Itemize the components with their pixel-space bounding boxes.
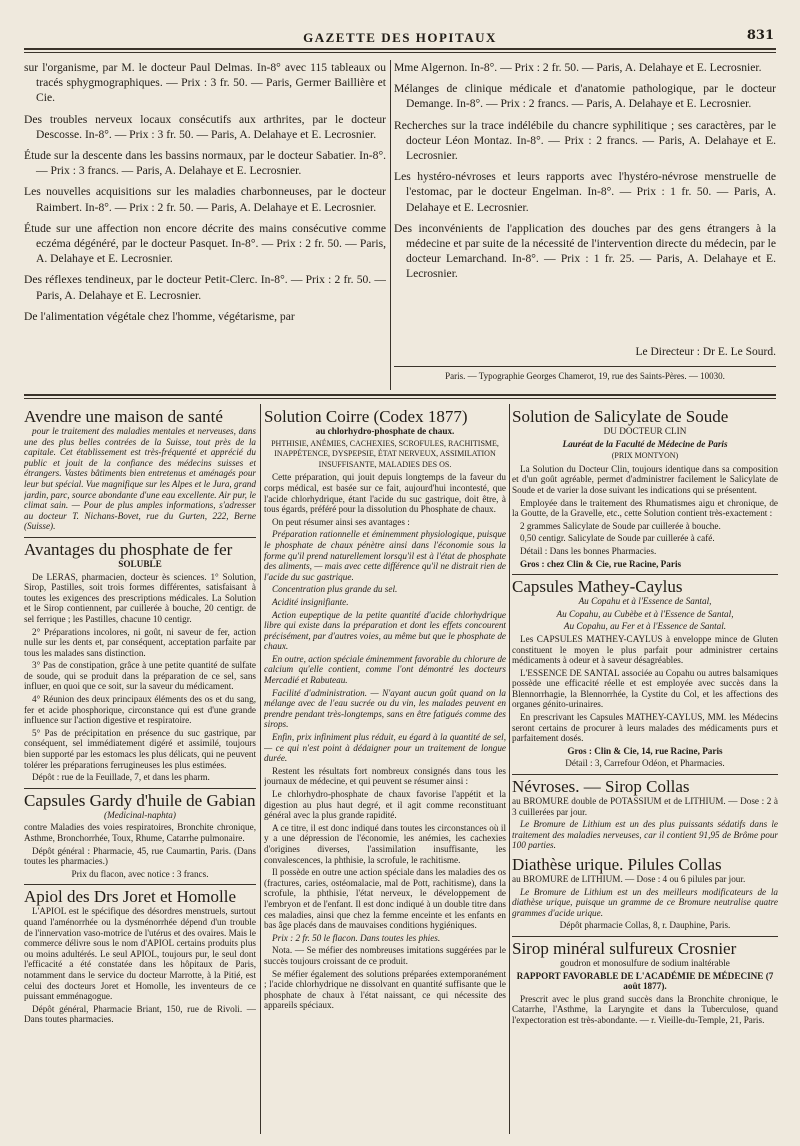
ad-paragraph: Les CAPSULES MATHEY-CAYLUS à enveloppe mince de Gluten constituent le moyen le plus parfait pour administrer certains médicaments à odeur et à saveur désagréables. (512, 633, 778, 666)
ad-heading: Capsules Gardy d'huile de Gabian (24, 790, 256, 810)
ad-heading: Névroses. — Sirop Collas (512, 777, 690, 797)
bib-entry: Étude sur la descente dans les bassins normaux, par le docteur Sabatier. In-8°. — Prix : 3 francs. — Paris, A. Delahaye et E. Lecrosnier. (24, 149, 386, 178)
ad-paragraph: Dépôt : rue de la Feuillade, 7, et dans les pharm. (32, 772, 210, 783)
ad-paragraph: Facilité d'administration. — N'ayant aucun goût quand on la mélange avec de l'eau sucrée ou du vin, les malades peuvent en prendre pendant très-longtemps, sans en être fatigués comme des sirops. (264, 687, 506, 730)
ad-paragraph: Détail : 3, Carrefour Odéon, et Pharmacies. (565, 758, 725, 769)
bib-entry: Mme Algernon. In-8°. — Prix : 2 fr. 50. — Paris, A. Delahaye et E. Lecrosnier. (394, 61, 762, 74)
ads-column-2 (264, 408, 506, 1134)
bib-entry: Les nouvelles acquisitions sur les maladies charbonneuses, par le docteur Raimbert. In-8°. — Prix : 2 fr. 50. — Paris, A. Delahaye et E. Lecrosnier. (24, 185, 386, 214)
ad-paragraph: Action eupeptique de la petite quantité d'acide chlorhydrique libre qui existe dans la préparation et dont les effets concourent précisément, par d'autres voies, au même but que le phosphate de chaux. (264, 609, 506, 652)
ad-subheading: au chlorhydro-phosphate de chaux. (315, 426, 455, 436)
ads-column-divider (260, 404, 261, 1134)
printer-rule (394, 366, 776, 367)
page-number: 831 (746, 28, 774, 43)
ad-paragraph: Le chlorhydro-phosphate de chaux favorise l'appétit et la digestion au plus haut degré, et il agit comme reconstituant général avec la plus grande rapidité. (264, 789, 506, 821)
page-header-title: GAZETTE DES HOPITAUX (303, 30, 497, 45)
ad-paragraph: 2° Préparations incolores, ni goût, ni saveur de fer, action nulle sur les dents et, par conséquent, acceptation parfaite par tous les malades sans distinction. (24, 626, 256, 658)
ad-paragraph: Concentration plus grande du sel. (272, 584, 398, 595)
ad-paragraph: Employée dans le traitement des Rhumatismes aigu et chronique, de la Goutte, de la Gravelle, etc., cette Solution contient très-exactement : (512, 497, 778, 519)
ad-paragraph: Dépôt pharmacie Collas, 8, r. Dauphine, Paris. (559, 920, 731, 931)
ad-paragraph: Gros : chez Clin & Cie, rue Racine, Paris (520, 558, 682, 569)
ad-paragraph: Restent les résultats fort nombreux consignés dans tous les journaux de médecine, et qui peuvent se résumer ainsi : (264, 765, 506, 787)
bib-entry: De l'alimentation végétale chez l'homme, végétarisme, par (24, 309, 295, 323)
ad-paragraph: Le Bromure de Lithium est un des meilleurs modificateurs de la diathèse urique, puisque un gramme de ce Bromure neutralise quatre grammes d'acide urique. (512, 886, 778, 918)
ad-apiol (24, 888, 256, 1025)
ad-phosphate (24, 541, 256, 783)
ad-salicylate (512, 408, 778, 569)
ad-solution-coirre (264, 408, 506, 1011)
ad-paragraph: 3° Pas de constipation, grâce à une petite quantité de sulfate de soude, qui se produit dans la préparation de ce sel, sans influer, en quoi que ce soit, sur la saveur du médicament. (24, 660, 256, 692)
ad-paragraph: goudron et monosulfure de sodium inaltérable (560, 957, 730, 968)
bib-entry: Des troubles nerveux locaux consécutifs aux arthrites, par le docteur Descosse. In-8°. — Prix : 3 fr. 50. — Paris, A. Delahaye et E. Lecrosnier. (24, 112, 386, 141)
column-divider-top (390, 60, 391, 390)
ad-paragraph: En outre, action spéciale éminemment favorable du chlorure de calcium qu'elle contient, comme l'ont démontré les docteurs Mercadié et Rabuteau. (264, 653, 506, 686)
header-rule-thin (24, 52, 776, 53)
ad-subheading: (Medicinal-naphta) (104, 809, 176, 820)
ad-paragraph: De LERAS, pharmacien, docteur ès sciences. 1° Solution, Sirop, Pastilles, soit trois formes différentes, satisfaisant à toutes les exigences des prescriptions médicales. La Solution et le Sirop contiennent, par cuillerée à bouche, 20 centigr. de sel ferrique ; les Pastilles, chacune 10 centigr. (24, 571, 256, 624)
bib-entry: Des inconvénients de l'application des douches par des gens étrangers à la médecine et par suite de la nécessité de l'intervention directe du médecin, par le docteur Lemarchand. In-8°. — Prix : 1 fr. 25. — Paris, A. Delahaye et E. Lecrosnier. (394, 221, 776, 281)
ad-paragraph: Prescrit avec le plus grand succès dans la Bronchite chronique, le Catarrhe, l'Asthme, la Laryngite et dans la Tuberculose, quand l'expectoration est très-abondante. — r. Vieille-du-Temple, 21, Paris. (512, 993, 778, 1025)
ad-paragraph: 2 grammes Salicylate de Soude par cuillerée à bouche. (520, 520, 721, 531)
printer-line: Paris. — Typographie Georges Chamerot, 19, rue des Saints-Pères. — 10030. (445, 371, 725, 381)
bib-entry: Étude sur une affection non encore décrite des mains consécutive comme eczéma dégénéré, par le docteur Pasquet. In-8°. — Prix : 2 fr. 50. — Paris, A. Delahaye et E. Lecrosnier. (24, 221, 386, 266)
ad-paragraph: Acidité insignifiante. (272, 596, 349, 607)
ad-heading: Apiol des Drs Joret et Homolle (24, 887, 236, 907)
ad-paragraph: L'APIOL est le spécifique des désordres menstruels, surtout quand l'aménorrhée ou la dysménorrhée dépend d'un trouble de l'innervation vaso-motrice de l'utérus et des ovaires. Mais le commerce délivre sous le nom d'APIOL certains produits plus ou moins adultérés. Le seul APIOL, toujours pur, le seul dont l'efficacité a été constatée dans les hôpitaux de Paris, notamment dans le service du docteur Marrotte, à la Pitié, est celui des docteurs Joret et Homolle, les inventeurs de ce puissant emménagogue. (24, 906, 256, 1002)
bib-entry: sur l'organisme, par M. le docteur Paul Delmas. In-8° avec 115 tableaux ou tracés sphygmographiques. — Prix : 3 fr. 50. — Paris, Germer Baillière et Cie. (24, 61, 386, 105)
ad-paragraph: Nota. — Se méfier des nombreuses imitations suggérées par le succès toujours croissant de ce produit. (264, 945, 506, 966)
ad-paragraph: Dépôt général, Pharmacie Briant, 150, rue de Rivoli. — Dans toutes pharmacies. (24, 1003, 256, 1025)
ad-paragraph: Prix : 2 fr. 50 le flacon. Dans toutes les phies. (272, 932, 441, 943)
bibliography-right (394, 60, 776, 370)
ad-paragraph: au BROMURE double de POTASSIUM et de LITHIUM. — Dose : 2 à 3 cuillerées par jour. (512, 796, 778, 817)
bib-entry: Les hystéro-névroses et leurs rapports avec l'hystéro-névrose menstruelle de l'estomac, par le docteur Engelman. In-8°. — Prix : 1 fr. 50. — Paris, A. Delahaye et E. Lecrosnier. (394, 170, 776, 214)
ad-paragraph: 0,50 centigr. Salicylate de Soude par cuillerée à café. (520, 533, 715, 544)
ad-mathey-caylus (512, 578, 778, 769)
ads-column-1 (24, 408, 256, 1134)
ad-paragraph: Il possède en outre une action spéciale dans les maladies des os (fractures, caries, ostéomalacie, mal de Pott, rachitisme), dans la scrofule, la phthisie, l'état nerveux, le développement de l'embryon et de l'enfant. Il est donc indiqué à un double titre dans ces maladies, ainsi que chez la femme enceinte et les enfants en bas âge placés dans de mauvaises conditions hygiéniques. (264, 867, 506, 931)
ad-subheading: Au Copahu, au Cubèbe et à l'Essence de Santal, (556, 608, 734, 619)
ad-body: pour le traitement des maladies mentales et nerveuses, dans une des plus belles contrées de la Suisse, tout près de la capitale. Cet établissement est très-fréquenté et apprécié du public et jouit de la confiance des médecins suisses et étrangers. Vastes bâtiments bien entretenus et aménagés pour leur but spécial. Vue magnifique sur les Alpes et le Jura, grand jardin, parc, source abondante d'une eau excellente. Air pur, le climat sain. — Pour de plus amples informations, s'adresser au docteur T. Nichans-Bovet, rue du Gurten, 222, Berne (Suisse). (24, 426, 256, 532)
ads-column-3 (512, 408, 778, 1134)
ad-heading: Solution Coirre (Codex 1877) (264, 408, 468, 426)
ad-paragraph: Se méfier également des solutions préparées extemporanément ; l'acide chlorhydrique ne dissolvant en quantité suffisante que le phosphate de chaux à l'état naissant, ce qui nécessite des appareils spéciaux. (264, 968, 506, 1011)
header-rule (24, 48, 776, 50)
ad-heading: Avantages du phosphate de fer (24, 539, 233, 559)
bibliography-left (24, 60, 386, 388)
ad-heading: Sirop minéral sulfureux Crosnier (512, 938, 737, 958)
ad-heading: Capsules Mathey-Caylus (512, 577, 683, 597)
ad-paragraph: Gros : Clin & Cie, 14, rue Racine, Paris (567, 745, 723, 756)
ad-paragraph: 5° Pas de précipitation en présence du suc gastrique, par conséquent, sel immédiatement digéré et assimilé, toujours bien supporté par les estomacs les plus délicats, qui ne peuvent tolérer les préparations ferrugineuses les plus estimées. (24, 727, 256, 770)
ads-column-divider (509, 404, 510, 1134)
ad-paragraph: contre Maladies des voies respiratoires, Bronchite chronique, Asthme, Bronchorrhée, Toux, Rhume, Catarrhe pulmonaire. (24, 822, 256, 843)
ad-paragraph: au BROMURE de LITHIUM. — Dose : 4 ou 6 pilules par jour. (512, 874, 746, 884)
ad-paragraph: Détail : Dans les bonnes Pharmacies. (520, 545, 657, 556)
ads-rule (24, 394, 776, 396)
ad-paragraph: Le Bromure de Lithium est un des plus puissants sédatifs dans le traitement des maladies nerveuses, car il contient 91,95 de Brôme pour 100 parties. (512, 819, 778, 851)
ad-subheading: PHTHISIE, ANÉMIES, CACHEXIES, SCROFULES, RACHITISME, INAPPÉTENCE, DYSPEPSIE, ÉTAT NERVEUX, ASSIMILATION INSUFFISANTE, MALADIES DES OS. (271, 438, 499, 469)
ad-nevroses (512, 778, 778, 851)
ad-paragraph: Dépôt général : Pharmacie, 45, rue Caumartin, Paris. (Dans toutes les pharmacies.) (24, 845, 256, 867)
ad-subheading: Lauréat de la Faculté de Médecine de Paris (562, 438, 728, 449)
ad-crosnier (512, 940, 778, 1026)
ad-paragraph: On peut résumer ainsi ses avantages : (272, 516, 410, 527)
ad-heading: Solution de Salicylate de Soude (512, 408, 729, 426)
ad-paragraph: L'ESSENCE DE SANTAL associée au Copahu ou autres balsamiques possède une efficacité réelle et est employée avec succès dans la Blennorrhagie, la Blennorrhée, la Cystite du Col, et les affections des organes génito-urinaires. (512, 667, 778, 710)
ad-paragraph: RAPPORT FAVORABLE DE L'ACADÉMIE DE MÉDECINE (7 août 1877). (516, 970, 774, 992)
bib-entry: Recherches sur la trace indélébile du chancre syphilitique ; ses caractères, par le docteur Léon Montaz. In-8°. — Prix : 2 francs. — Paris, A. Delahaye et E. Lecrosnier. (394, 118, 776, 163)
ad-subheading: SOLUBLE (118, 558, 162, 569)
ad-diathese (512, 856, 778, 931)
ad-paragraph: Préparation rationnelle et éminemment physiologique, puisque le phosphate de chaux pénètre ainsi dans l'économie sous la forme qu'il prend naturellement lorsqu'il est à l'état de phosphate des aliments, — mais avec cette différence qu'il ne distrait rien de l'acide du suc gastrique. (264, 529, 506, 582)
ad-paragraph: En prescrivant les Capsules MATHEY-CAYLUS, MM. les Médecins seront certains de procurer à leurs malades des médicaments purs et parfaitement dosés. (512, 712, 778, 744)
ad-subheading: (PRIX MONTYON) (611, 451, 679, 461)
ad-subheading: Au Copahu et à l'Essence de Santal, (578, 596, 712, 607)
bib-entry: Des réflexes tendineux, par le docteur Petit-Clerc. In-8°. — Prix : 2 fr. 50. — Paris, A. Delahaye et E. Lecrosnier. (24, 273, 386, 302)
ad-paragraph: Enfin, prix infiniment plus réduit, eu égard à la quantité de sel, — ce qui n'est point à dédaigner pour un traitement de longue durée. (264, 732, 506, 764)
bib-entry: Mélanges de clinique médicale et d'anatomie pathologique, par le docteur Demange. In-8°. — Prix : 2 francs. — Paris, A. Delahaye et E. Lecrosnier. (394, 82, 776, 111)
ad-paragraph: Cette préparation, qui jouit depuis longtemps de la faveur du corps médical, est basée sur ce fait, aujourd'hui incontesté, que l'acide chlorhydrique, étant l'acide du suc gastrique, doit être, à tous égards, préféré pour la dissolution du Phosphate de chaux. (264, 472, 506, 515)
ad-paragraph: 4° Réunion des deux principaux éléments des os et du sang, fer et acide phosphorique, circonstance qui est d'une grande influence sur l'action digestive et respiratoire. (24, 694, 256, 726)
ad-subheading: Au Copahu, au Fer et à l'Essence de Santal. (563, 621, 727, 632)
ad-heading: Avendre une maison de santé (24, 408, 223, 426)
ads-rule-thin (24, 398, 776, 399)
ad-heading: Diathèse urique. Pilules Collas (512, 855, 722, 874)
ad-paragraph: La Solution du Docteur Clin, toujours identique dans sa composition et d'un goût agréable, permet d'administrer facilement le Salicylate de Soude et de varier la dose suivant les indications qui se présentent. (512, 463, 778, 495)
ad-paragraph: A ce titre, il est donc indiqué dans toutes les circonstances où il y a une dépression de l'économie, les anémies, les cachexies d'origines diverses, l'assimilation insuffisante, les convalescences, la phthisie, la scrofule, le rachitisme. (264, 822, 506, 865)
ad-maison-de-sante (24, 408, 256, 532)
director-signature: Le Directeur : Dr E. Le Sourd. (635, 346, 776, 358)
ad-subheading: DU DOCTEUR CLIN (603, 426, 687, 436)
ad-paragraph: Prix du flacon, avec notice : 3 francs. (71, 868, 209, 879)
ad-capsules-gardy (24, 792, 256, 880)
